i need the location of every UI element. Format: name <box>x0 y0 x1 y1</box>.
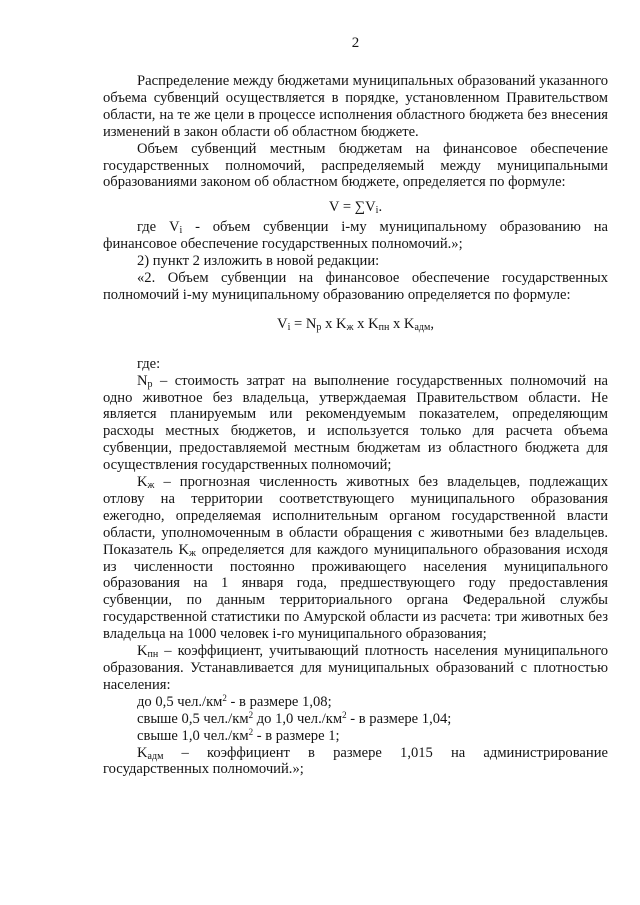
formula-total-volume <box>103 199 608 216</box>
density-item-2-sup-a: 2 <box>248 709 254 720</box>
definition-np-sub: р <box>147 378 153 390</box>
density-item-3-sup: 2 <box>248 726 254 737</box>
definition-vi <box>103 219 608 253</box>
formula-vi-v: V <box>277 315 288 332</box>
definition-kzh-symbol: K <box>137 474 148 491</box>
formula-vi-k1: x K <box>321 315 347 332</box>
density-item-2-sup-b: 2 <box>342 709 347 720</box>
paragraph-distribution: Распределение между бюджетами муниципальных образований указанного объема субвенций осуществляется в порядке, установленном Правительством области, на те же цели в процессе исполнения областного бюджета без внесения изменений в закон области об областном бюджете. <box>103 73 608 140</box>
definition-np-symbol: N <box>137 372 148 389</box>
definition-kadm-sub: адм <box>147 750 164 762</box>
definition-vi-prefix: где V <box>137 219 180 236</box>
definition-kzh-sub: ж <box>147 480 155 492</box>
formula-vi-k2: x K <box>353 315 379 332</box>
formula-total-sub: i <box>375 205 379 217</box>
density-item-1-sup: 2 <box>222 692 227 703</box>
definition-kzh-text-1: – прогнозная численность животных без владельцев, подлежащих отлову на территории соответствующего муниципального образования ежегодно, определяемая исполнительным органом государственной власти области, уполномоченным в области обращения с животными без владельцев. Показатель K <box>103 474 608 558</box>
definition-vi-text: - объем субвенции i-му муниципальному образованию на финансовое обеспечение государственных полномочий.»; <box>103 219 608 253</box>
definition-kadm <box>103 745 608 779</box>
formula-vi-k3-sub: адм <box>414 321 431 333</box>
definition-kzh <box>103 474 608 643</box>
formula-vi-n-sub: р <box>316 321 322 333</box>
density-item-3-b: - в размере 1; <box>253 727 340 744</box>
density-item-1 <box>103 694 608 711</box>
definition-kadm-text: – коэффициент в размере 1,015 на администрирование государственных полномочий.»; <box>103 744 608 778</box>
formula-vi-v-sub: i <box>287 321 291 333</box>
paragraph-subvention-volume: Объем субвенций местным бюджетам на финансовое обеспечение государственных полномочий, распределяемый между муниципальными образованиями законом об областном бюджете, определяется по формуле: <box>103 140 608 191</box>
definition-kadm-symbol: K <box>137 744 148 761</box>
definition-np-text: – стоимость затрат на выполнение государственных полномочий на одно животное без владельца, утверждаемая Правительством области. Не является планируемым или рекомендуемым показателем, определяющим расходы местных бюджетов, и используется только для расчета объема субвенции, предоставляемой местным бюджетам из областного бюджета для осуществления государственных полномочий; <box>103 372 608 474</box>
formula-vi <box>103 316 608 333</box>
quote-paragraph-2: «2. Объем субвенции на финансовое обеспечение государственных полномочий i-му муниципальному образованию определяется по формуле: <box>103 269 608 303</box>
density-item-3 <box>103 728 608 745</box>
definition-vi-sub: i <box>179 225 183 237</box>
where-label: где: <box>137 355 161 372</box>
definition-kzh-sub-2: ж <box>189 547 196 559</box>
density-item-2-c: - в размере 1,04; <box>346 710 452 727</box>
density-item-1-b: - в размере 1,08; <box>226 693 332 710</box>
density-item-3-a: свыше 1,0 чел./км <box>137 727 249 744</box>
definition-kzh-text-2: определяется для каждого муниципального образования исходя из численности постоянно проживающего населения муниципального образования на 1 января года, предшествующего году предоставления субвенции, по данным территориального органа Федеральной службы государственной статистики по Амурской области из расчета: три животных без владельца на 1000 человек i-го муниципального образования; <box>103 541 608 643</box>
formula-vi-k1-sub: ж <box>346 321 354 333</box>
density-item-2-b: до 1,0 чел./км <box>253 710 343 727</box>
definition-kpn-text: – коэффициент, учитывающий плотность населения муниципального образования. Устанавливается для муниципальных образований с плотностью населения: <box>103 643 608 693</box>
definition-kpn-sub: пн <box>147 649 159 661</box>
density-item-2 <box>103 711 608 728</box>
definition-kpn <box>103 643 608 694</box>
formula-vi-end: , <box>430 315 434 332</box>
definition-np <box>103 373 608 474</box>
density-item-1-a: до 0,5 чел./км <box>137 693 223 710</box>
formula-total-end: . <box>378 199 383 216</box>
formula-total-lhs: V = ∑V <box>328 199 376 216</box>
formula-vi-k2-sub: пн <box>378 321 390 333</box>
formula-vi-n: = N <box>290 315 317 332</box>
page-number: 2 <box>351 35 360 51</box>
formula-vi-k3: x K <box>389 315 415 332</box>
item-2: 2) пункт 2 изложить в новой редакции: <box>137 253 380 270</box>
definition-kpn-symbol: K <box>137 643 148 660</box>
density-item-2-a: свыше 0,5 чел./км <box>137 710 249 727</box>
